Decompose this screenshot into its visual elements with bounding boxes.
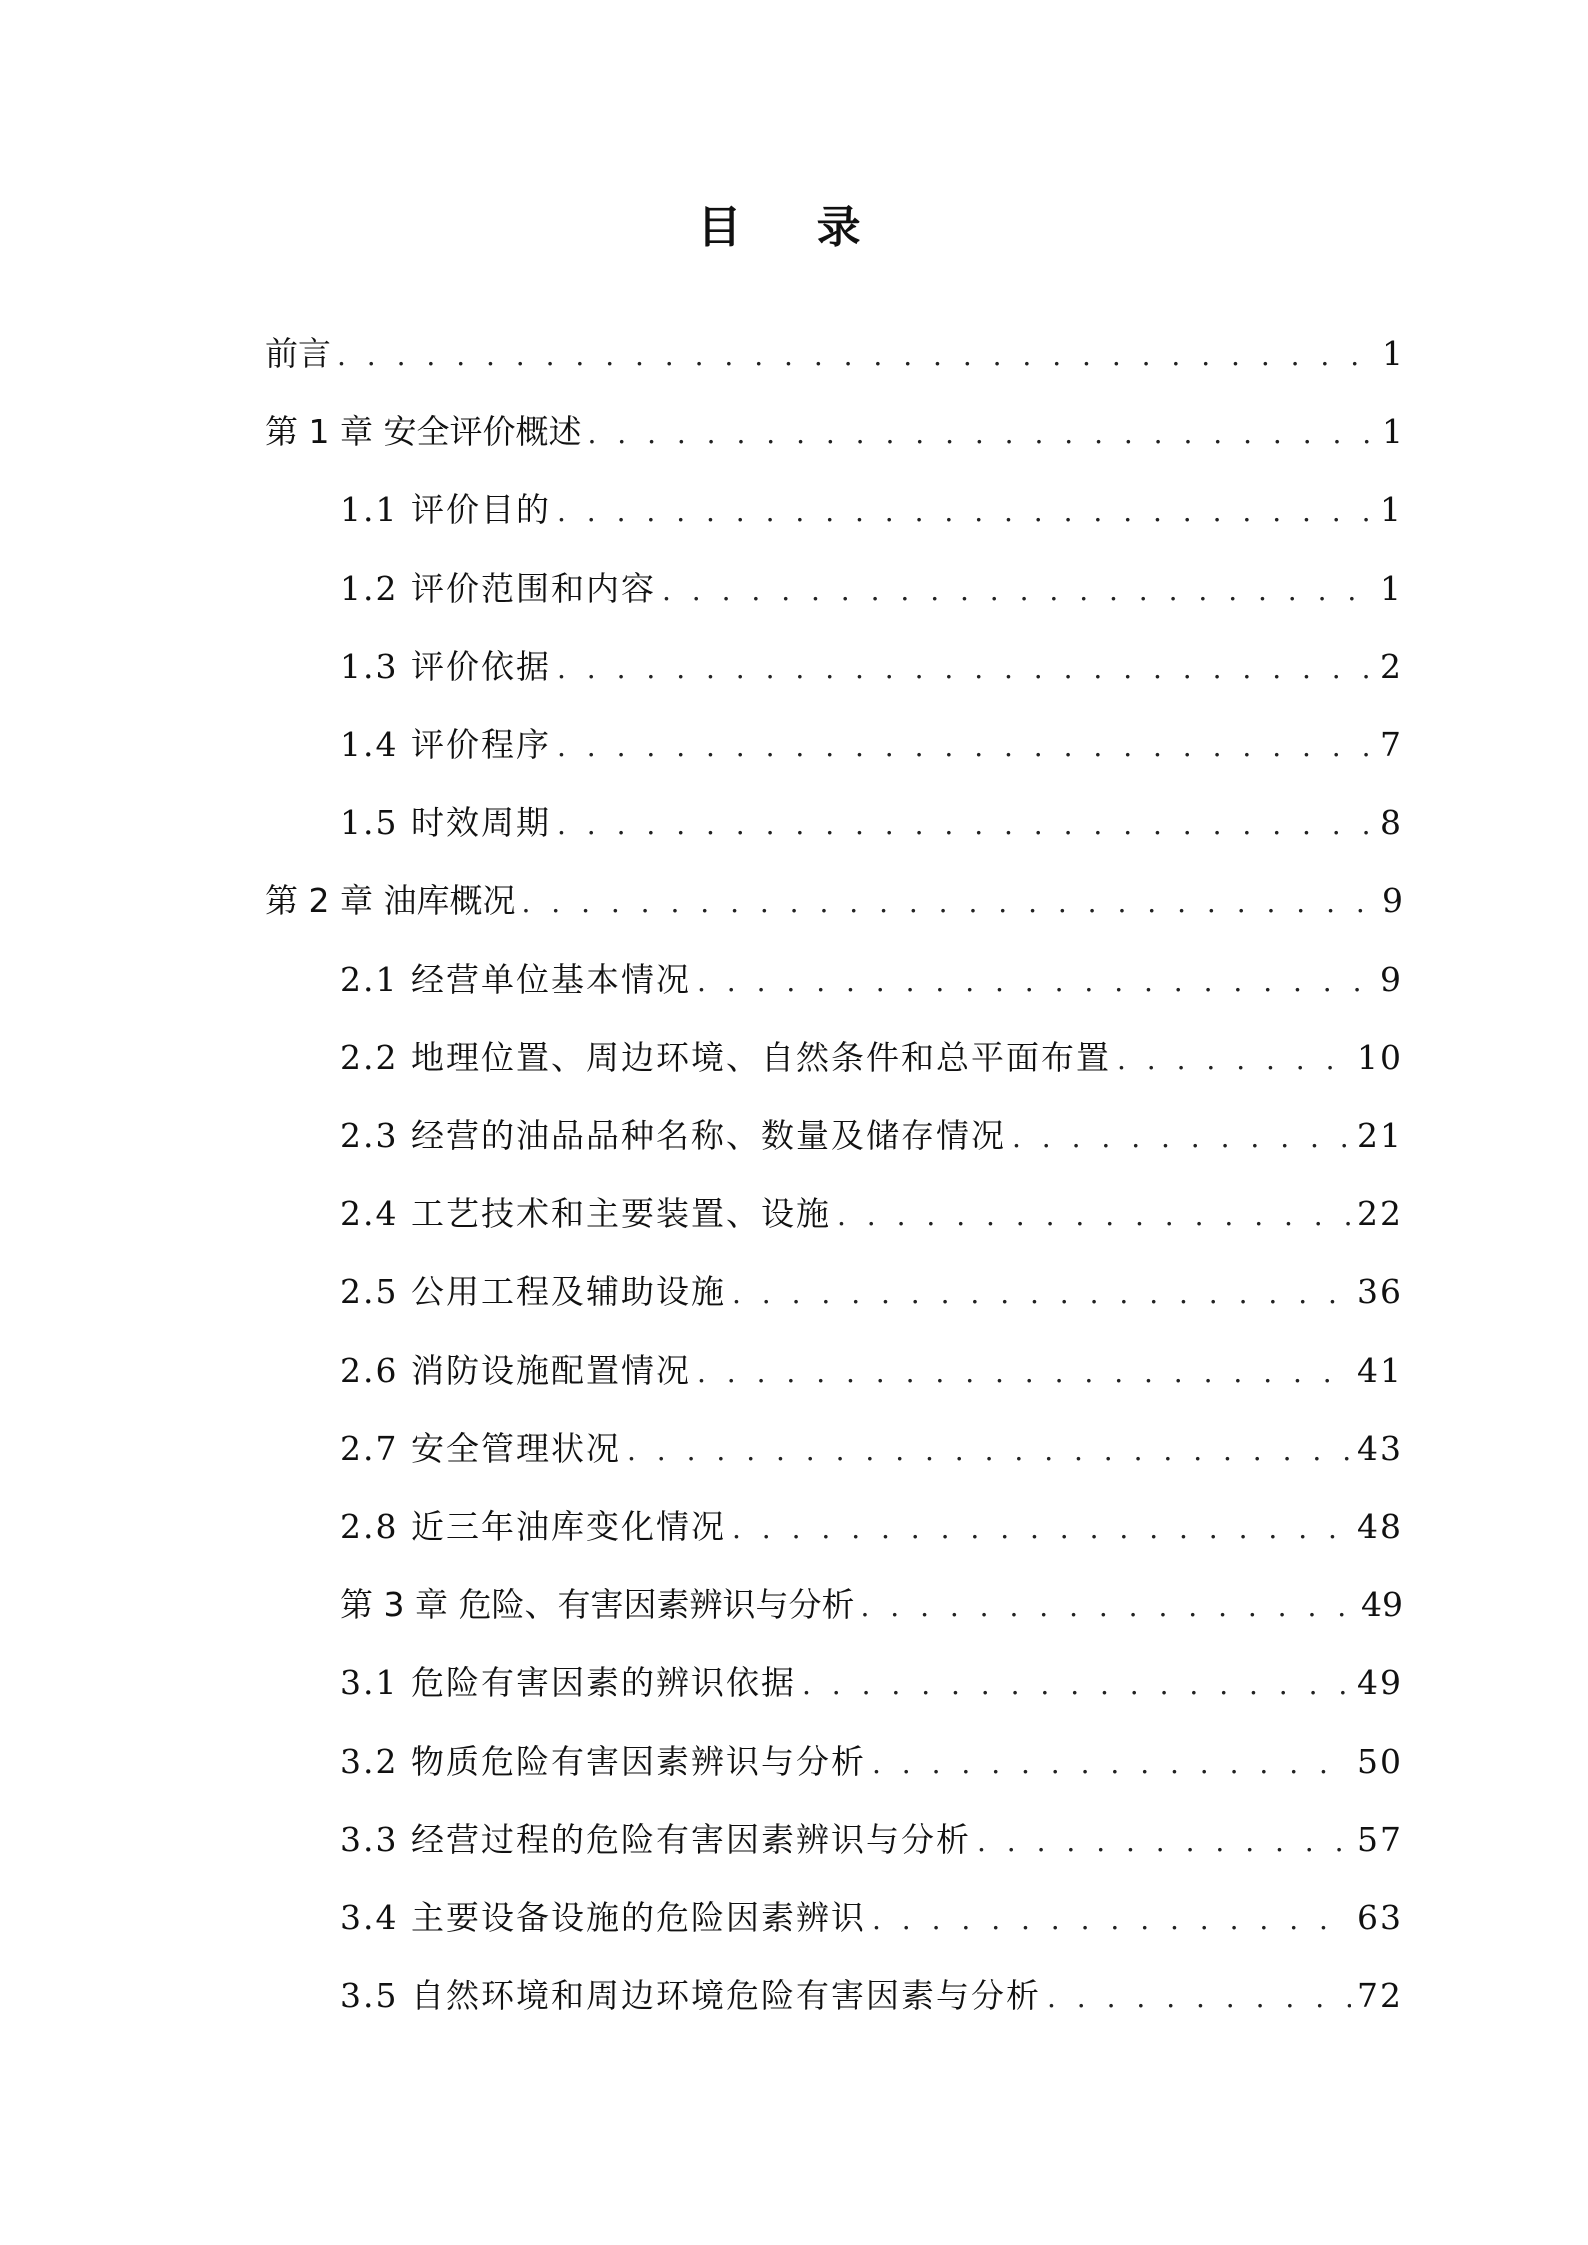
toc-entry[interactable] bbox=[340, 480, 1403, 540]
dot-leader bbox=[557, 717, 1374, 777]
toc-entry-label: 1.3 评价依据 bbox=[340, 646, 551, 686]
toc-entry[interactable] bbox=[340, 559, 1403, 619]
dot-leader bbox=[557, 639, 1374, 699]
dot-leader bbox=[1047, 1968, 1351, 2028]
toc-entry-label: 第 3 章 危险、有害因素辨识与分析 bbox=[340, 1585, 855, 1625]
toc-entry[interactable] bbox=[340, 1184, 1403, 1244]
dot-leader bbox=[860, 1577, 1355, 1637]
toc-entry[interactable] bbox=[340, 1888, 1403, 1948]
toc-entry-label: 3.5 自然环境和周边环境危险有害因素与分析 bbox=[340, 1976, 1041, 2016]
toc-entry[interactable] bbox=[340, 1653, 1403, 1713]
toc-entry-page-number: 36 bbox=[1357, 1272, 1403, 1312]
toc-entry[interactable] bbox=[340, 1966, 1403, 2026]
toc-entry-page-number: 57 bbox=[1357, 1819, 1403, 1859]
dot-leader bbox=[627, 1421, 1351, 1481]
toc-entry[interactable] bbox=[340, 1419, 1403, 1479]
toc-entry[interactable] bbox=[340, 1575, 1403, 1635]
toc-entry-page-number: 1 bbox=[1382, 412, 1403, 452]
toc-entry-label: 2.6 消防设施配置情况 bbox=[340, 1350, 691, 1390]
toc-entry-label: 1.2 评价范围和内容 bbox=[340, 568, 656, 608]
toc-entry-label: 3.1 危险有害因素的辨识依据 bbox=[340, 1663, 796, 1703]
dot-leader bbox=[872, 1890, 1351, 1950]
dot-leader bbox=[837, 1186, 1351, 1246]
toc-entry-page-number: 50 bbox=[1357, 1741, 1403, 1781]
toc-entry[interactable] bbox=[265, 324, 1403, 384]
toc-entry-label: 3.3 经营过程的危险有害因素辨识与分析 bbox=[340, 1819, 971, 1859]
toc-entry[interactable] bbox=[340, 1497, 1403, 1557]
toc-entry-label: 2.5 公用工程及辅助设施 bbox=[340, 1272, 726, 1312]
toc-entry-label: 3.4 主要设备设施的危险因素辨识 bbox=[340, 1898, 866, 1937]
toc-entry[interactable] bbox=[340, 715, 1403, 775]
toc-entry-page-number: 22 bbox=[1357, 1194, 1403, 1234]
dot-leader bbox=[732, 1499, 1351, 1559]
toc-entry-page-number: 43 bbox=[1357, 1428, 1403, 1468]
toc-entry-label: 2.4 工艺技术和主要装置、设施 bbox=[340, 1194, 831, 1234]
dot-leader bbox=[872, 1734, 1351, 1794]
toc-entry-label: 1.5 时效周期 bbox=[340, 803, 551, 843]
toc-entry-label: 2.7 安全管理状况 bbox=[340, 1428, 621, 1468]
toc-entry-page-number: 9 bbox=[1380, 959, 1403, 999]
toc-entry-page-number: 49 bbox=[1361, 1585, 1403, 1625]
toc-entry[interactable] bbox=[340, 793, 1403, 853]
toc-entry-label: 3.2 物质危险有害因素辨识与分析 bbox=[340, 1741, 866, 1781]
toc-entry-page-number: 49 bbox=[1357, 1663, 1403, 1703]
toc-entry-label: 2.2 地理位置、周边环境、自然条件和总平面布置 bbox=[340, 1037, 1111, 1077]
dot-leader bbox=[697, 952, 1374, 1012]
page-title: 目 录 bbox=[697, 202, 891, 253]
toc-entry-page-number: 9 bbox=[1382, 881, 1403, 921]
dot-leader bbox=[697, 1343, 1351, 1403]
toc-entry-page-number: 1 bbox=[1382, 334, 1403, 373]
toc-entry-label: 前言 bbox=[265, 334, 331, 373]
dot-leader bbox=[732, 1264, 1351, 1324]
toc-entry-label: 2.8 近三年油库变化情况 bbox=[340, 1507, 726, 1546]
toc-entry-page-number: 1 bbox=[1380, 490, 1403, 530]
toc-entry[interactable] bbox=[340, 1028, 1403, 1088]
toc-entry-label: 2.3 经营的油品品种名称、数量及储存情况 bbox=[340, 1116, 1006, 1155]
toc-entry[interactable] bbox=[340, 637, 1403, 697]
toc-entry-page-number: 1 bbox=[1380, 568, 1403, 608]
toc-entry-page-number: 21 bbox=[1357, 1116, 1403, 1155]
toc-entry[interactable] bbox=[340, 1106, 1403, 1166]
toc-entry-page-number: 7 bbox=[1380, 725, 1403, 764]
toc-entry[interactable] bbox=[265, 871, 1403, 931]
toc-entry-label: 1.4 评价程序 bbox=[340, 725, 551, 764]
dot-leader bbox=[557, 795, 1374, 855]
toc-entry-page-number: 2 bbox=[1380, 646, 1403, 686]
dot-leader bbox=[337, 326, 1376, 386]
toc-entry-page-number: 41 bbox=[1357, 1350, 1403, 1390]
dot-leader bbox=[587, 404, 1376, 464]
toc-entry-label: 第 1 章 安全评价概述 bbox=[265, 412, 582, 452]
toc-entry[interactable] bbox=[340, 950, 1403, 1010]
dot-leader bbox=[977, 1812, 1351, 1872]
toc-entry-page-number: 10 bbox=[1357, 1037, 1403, 1077]
dot-leader bbox=[1012, 1108, 1351, 1168]
toc-entry-page-number: 48 bbox=[1357, 1507, 1403, 1546]
toc-entry-page-number: 63 bbox=[1357, 1898, 1403, 1937]
dot-leader bbox=[557, 482, 1374, 542]
toc-entry[interactable] bbox=[265, 402, 1403, 462]
toc-entry[interactable] bbox=[340, 1810, 1403, 1870]
toc-entry-page-number: 8 bbox=[1380, 803, 1403, 843]
toc-entry[interactable] bbox=[340, 1341, 1403, 1401]
toc-entry-label: 2.1 经营单位基本情况 bbox=[340, 959, 691, 999]
dot-leader bbox=[521, 873, 1376, 933]
toc-entry-label: 第 2 章 油库概况 bbox=[265, 881, 516, 921]
dot-leader bbox=[662, 561, 1374, 621]
dot-leader bbox=[802, 1655, 1351, 1715]
toc-entry-label: 1.1 评价目的 bbox=[340, 490, 551, 530]
dot-leader bbox=[1117, 1030, 1351, 1090]
toc-entry[interactable] bbox=[340, 1262, 1403, 1322]
toc-entry[interactable] bbox=[340, 1732, 1403, 1792]
toc-entry-page-number: 72 bbox=[1357, 1976, 1403, 2016]
